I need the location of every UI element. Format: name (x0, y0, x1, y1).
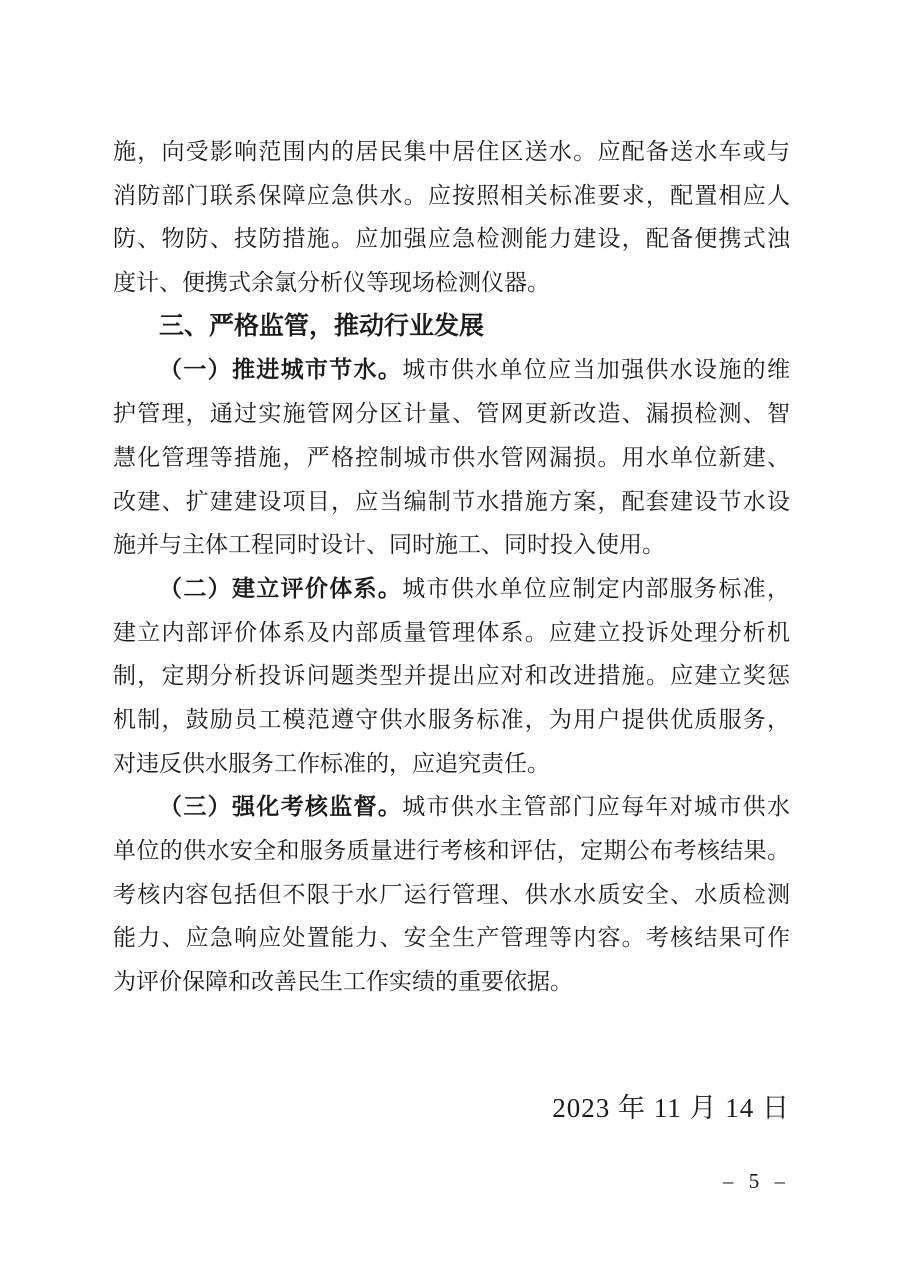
body-text-line (113, 523, 790, 567)
paragraph-lead-line (113, 785, 790, 829)
body-text: 单位的供水安全和服务质量进行考核和评估，定期公布考核结果。 (113, 838, 790, 863)
body-text: 机制，鼓励员工模范遵守供水服务标准，为用户提供优质服务， (113, 706, 790, 732)
document-date: 2023 年 11 月 14 日 (552, 1093, 790, 1123)
paragraph-lead: （三）强化考核监督。 (159, 794, 403, 820)
body-text: 考核内容包括但不限于水厂运行管理、供水水质安全、水质检测 (113, 881, 790, 907)
body-text: 护管理，通过实施管网分区计量、管网更新改造、漏损检测、智 (113, 401, 790, 427)
document-body (113, 130, 790, 1004)
body-text: 城市供水单位应制定内部服务标准， (402, 575, 791, 601)
paragraph-lead-line (113, 348, 790, 392)
body-text: 改建、扩建建设项目，应当编制节水措施方案，配套建设节水设 (113, 488, 790, 514)
body-text: 度计、便携式余氯分析仪等现场检测仪器。 (113, 270, 550, 296)
paragraph-lead: （二）建立评价体系。 (159, 575, 403, 601)
body-text: 能力、应急响应处置能力、安全生产管理等内容。考核结果可作 (113, 925, 790, 951)
body-text-line (113, 261, 790, 305)
body-text-line (113, 480, 790, 524)
body-text: 对违反供水服务工作标准的，应追究责任。 (113, 750, 550, 776)
body-text-line (113, 392, 790, 436)
body-text-line (113, 742, 790, 786)
body-text-line (113, 130, 790, 174)
body-text: 慧化管理等措施，严格控制城市供水管网漏损。用水单位新建、 (113, 444, 790, 470)
body-text: 城市供水单位应当加强供水设施的维 (402, 357, 791, 383)
page-number: – 5 – (723, 1169, 790, 1193)
body-text-line (113, 654, 790, 698)
paragraph-lead-line (113, 567, 790, 611)
body-text-line (113, 960, 790, 1004)
body-text: 施并与主体工程同时设计、同时施工、同时投入使用。 (113, 532, 665, 558)
body-text: 城市供水主管部门应每年对城市供水 (402, 794, 791, 820)
body-text-line (113, 698, 790, 742)
body-text: 施，向受影响范围内的居民集中居住区送水。应配备送水车或与 (113, 139, 790, 164)
body-text: 消防部门联系保障应急供水。应按照相关标准要求，配置相应人 (113, 182, 790, 208)
body-text-line (113, 611, 790, 655)
body-text-line (113, 829, 790, 873)
body-text-line (113, 436, 790, 480)
paragraph-lead: （一）推进城市节水。 (159, 357, 403, 383)
section-heading-text: 三、严格监管，推动行业发展 (159, 311, 485, 340)
section-heading (113, 305, 790, 349)
body-text-line (113, 916, 790, 960)
body-text: 防、物防、技防措施。应加强应急检测能力建设，配备便携式浊 (113, 226, 790, 252)
body-text-line (113, 217, 790, 261)
body-text-line (113, 873, 790, 917)
body-text-line (113, 174, 790, 218)
body-text: 制，定期分析投诉问题类型并提出应对和改进措施。应建立奖惩 (113, 663, 790, 689)
body-text: 建立内部评价体系及内部质量管理体系。应建立投诉处理分析机 (113, 619, 790, 645)
body-text: 为评价保障和改善民生工作实绩的重要依据。 (113, 969, 573, 995)
